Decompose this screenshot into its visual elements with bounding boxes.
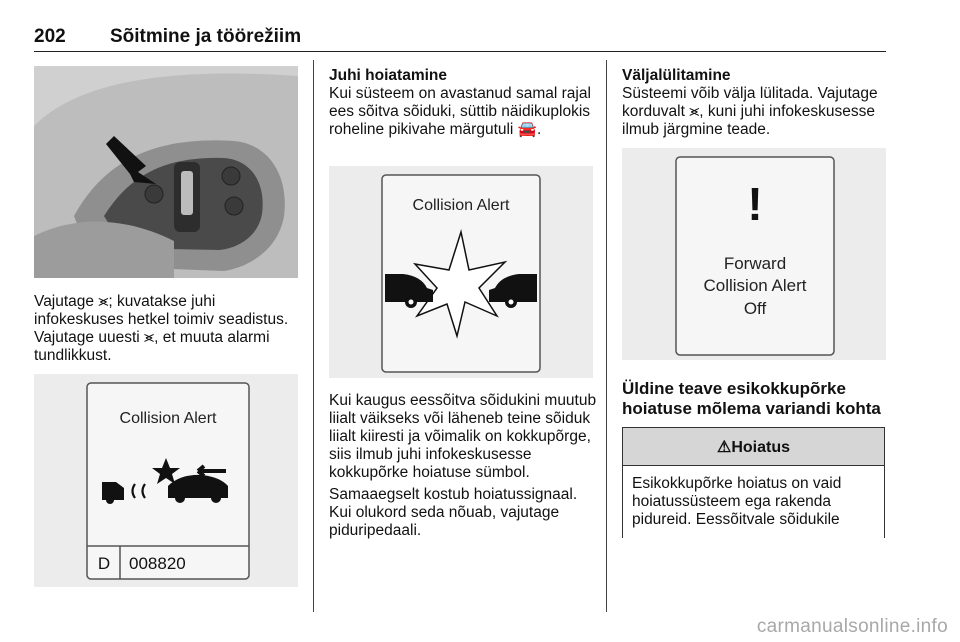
collision-alert-display [329,166,593,378]
instruction-text: Vajutage ⪤; kuvatakse juhi infokeskuses hetkel toimiv seadistus. Vajutage uuesti ⪤, et muuta alarmi tundlikkust. [34,293,289,364]
collision-alert-sensitivity-display [34,374,298,587]
warning-mark: ! [747,178,763,230]
collision-alert-off-display [622,148,886,360]
page-number: 202 [34,26,66,47]
body-paragraph: Süsteemi võib välja lülitada. Vajutage korduvalt ⪤, kuni juhi infokeskusesse ilmub järgmine teade. [622,85,878,138]
warning-box [622,427,885,538]
steering-wheel-image [34,66,298,278]
display-line: Forward [723,254,787,273]
section-heading-line: hoiatuse mõlema variandi kohta [622,399,881,418]
body-paragraph: Kui süsteem on avastanud samal rajal ees sõitva sõiduki, süttib näidikuplokis roheline pikivahe märgutuli 🚘. [329,85,591,138]
display-title: Collision Alert [119,410,217,427]
watermark: carmanualsonline.info [756,616,948,637]
driver-warning-section [329,67,599,139]
section-heading-line: Üldine teave esikokkupõrke [622,379,846,398]
gear-indicator: D [97,554,111,573]
page-header [34,26,886,52]
deactivation-section [622,67,890,139]
body-paragraph-group [329,392,599,540]
warning-label: ⚠Hoiatus [623,428,884,466]
display-title: Collision Alert [412,197,510,214]
body-paragraph: Samaaegselt kostub hoiatussignaal. Kui olukord seda nõuab, vajutage piduripedaali. [329,486,578,539]
page-title: Sõitmine ja töörežiim [110,26,302,47]
section-heading [622,379,892,419]
display-line: Collision Alert [703,276,807,295]
section-heading: Juhi hoiatamine [329,67,447,84]
body-paragraph [34,293,306,365]
display-line: Off [743,299,767,318]
odometer-reading: 008820 [129,554,186,573]
section-heading: Väljalülitamine [622,67,731,84]
warning-text: Esikokkupõrke hoiatus on vaid hoiatussüsteem ega rakenda pidureid. Eessõitvale sõidukile [632,475,842,528]
steering-wheel-illustration [34,66,298,278]
column-divider [606,60,607,612]
column-divider [313,60,314,612]
body-paragraph: Kui kaugus eessõitva sõidukini muutub liialt väikseks või läheneb teine sõiduk liialt kiiresti ja võimalik on kokkupõrge, siis ilmub juhi infokeskusesse kokkupõrke hoiatuse sümbol. [329,392,597,481]
